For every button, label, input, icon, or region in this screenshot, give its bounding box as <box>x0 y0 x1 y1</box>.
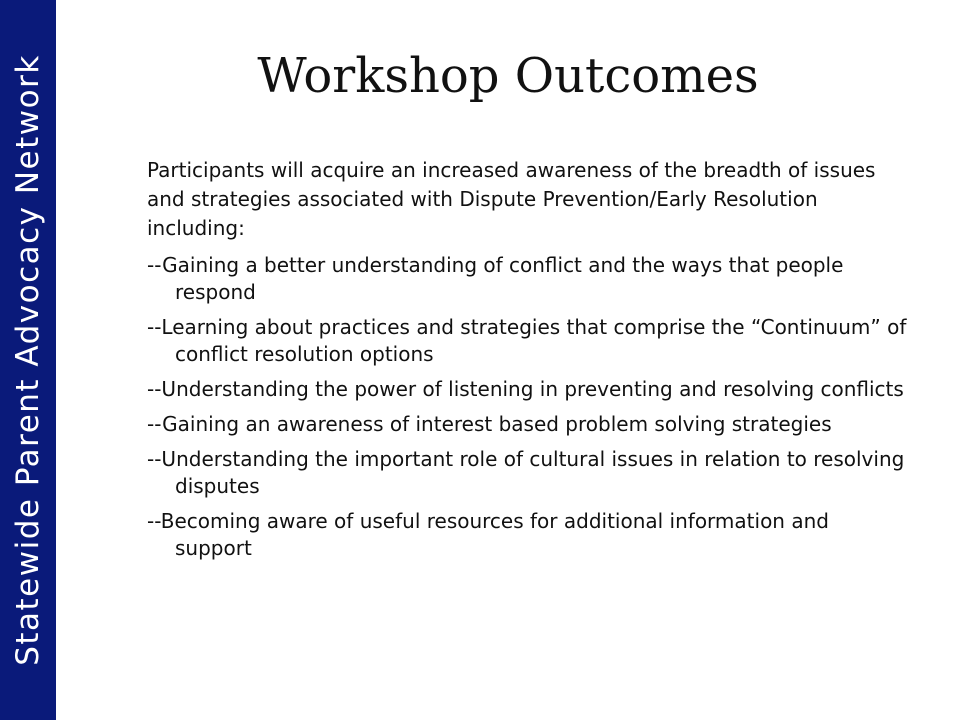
intro-paragraph: Participants will acquire an increased awareness of the breadth of issues and strategies associated with Dispute Prevention/Early Resolution including: <box>147 158 876 240</box>
outcome-item: --Understanding the important role of cultural issues in relation to resolving disputes <box>147 447 905 498</box>
outcome-item: --Gaining an awareness of interest based problem solving strategies <box>147 412 832 436</box>
outcome-item: --Learning about practices and strategies that comprise the “Continuum” of conflict resolution options <box>147 315 907 366</box>
sidebar-band <box>0 0 56 720</box>
outcome-item: --Understanding the power of listening in preventing and resolving conflicts <box>147 377 904 401</box>
organization-name: Statewide Parent Advocacy Network <box>10 54 46 666</box>
outcome-item: --Gaining a better understanding of conflict and the ways that people respond <box>147 253 844 304</box>
outcome-item: --Becoming aware of useful resources for additional information and support <box>147 509 829 560</box>
slide-title: Workshop Outcomes <box>257 48 759 104</box>
outcomes-list <box>147 252 907 570</box>
